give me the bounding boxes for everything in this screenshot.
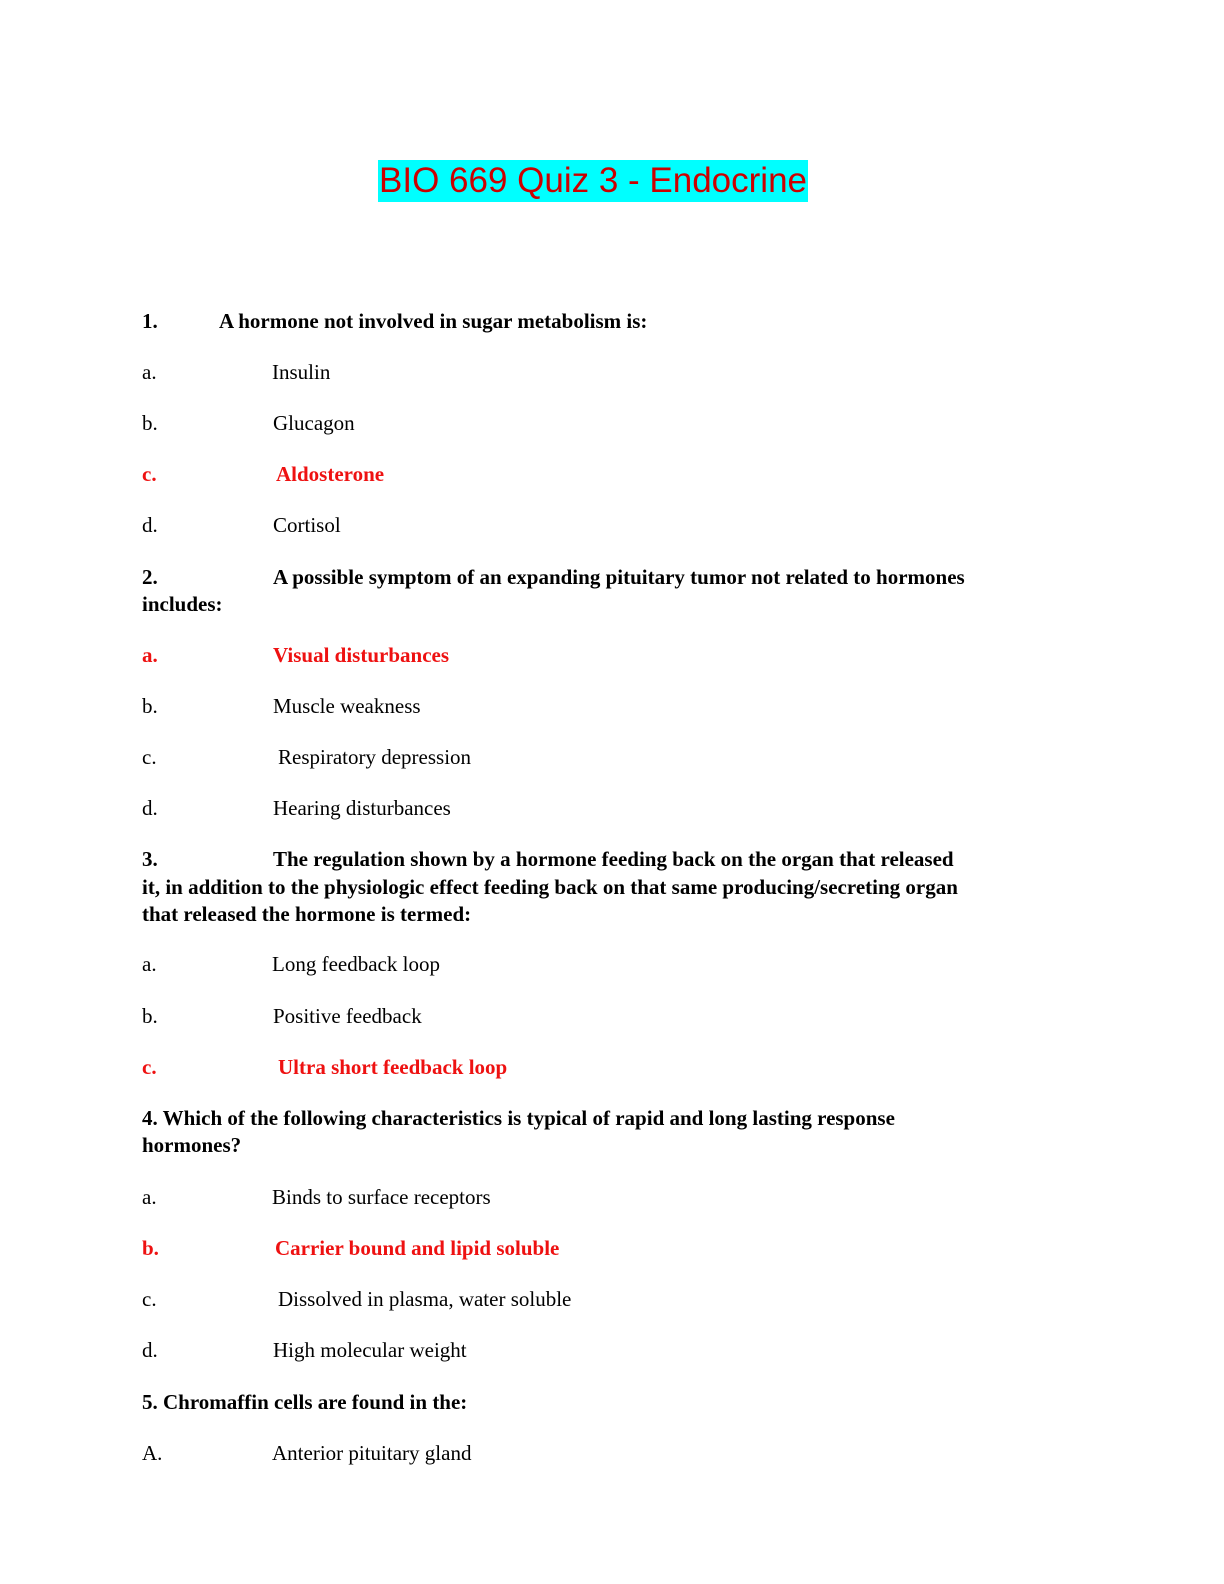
option-label: c.: [142, 745, 157, 769]
question-5: [142, 1389, 1142, 1416]
option-label: b.: [142, 694, 158, 718]
option-text: Dissolved in plasma, water soluble: [278, 1287, 572, 1311]
question-text: 5. Chromaffin cells are found in the:: [142, 1390, 468, 1414]
question-text: includes:: [142, 592, 223, 616]
option-text: Positive feedback: [273, 1004, 422, 1028]
option-text: Cortisol: [273, 513, 341, 537]
question-4-line2: [142, 1132, 1142, 1159]
option-label: c.: [142, 1287, 157, 1311]
option-4a: [142, 1184, 1142, 1211]
option-2b: [142, 693, 1142, 720]
question-text: that released the hormone is termed:: [142, 902, 472, 926]
page-title: BIO 669 Quiz 3 - Endocrine: [379, 161, 807, 200]
question-4: [142, 1105, 1142, 1132]
option-3b: [142, 1003, 1142, 1030]
option-4c: [142, 1286, 1142, 1313]
question-text: it, in addition to the physiologic effect feeding back on that same producing/secreting organ: [142, 875, 958, 899]
option-4d: [142, 1337, 1142, 1364]
question-text: 4. Which of the following characteristics is typical of rapid and long lasting response: [142, 1106, 895, 1130]
option-5a: [142, 1440, 1142, 1467]
option-1c-correct: [142, 461, 1142, 488]
question-number: 1.: [142, 309, 158, 333]
option-label: d.: [142, 796, 158, 820]
option-label: d.: [142, 1338, 158, 1362]
option-text: Insulin: [272, 360, 331, 384]
option-text: High molecular weight: [273, 1338, 467, 1362]
question-text: A possible symptom of an expanding pituitary tumor not related to hormones: [273, 565, 965, 589]
question-1: [142, 308, 1142, 335]
option-label: c.: [142, 462, 157, 486]
question-3-line2: [142, 874, 1142, 901]
option-label: b.: [142, 411, 158, 435]
option-text: Long feedback loop: [272, 952, 440, 976]
question-text: The regulation shown by a hormone feeding back on the organ that released: [273, 847, 954, 871]
option-label: a.: [142, 360, 157, 384]
question-number: 3.: [142, 847, 158, 871]
option-1b: [142, 410, 1142, 437]
option-text: Glucagon: [273, 411, 355, 435]
option-label: a.: [142, 1185, 157, 1209]
option-1d: [142, 512, 1142, 539]
option-text: Aldosterone: [276, 462, 385, 486]
option-text: Muscle weakness: [273, 694, 421, 718]
question-2: [142, 564, 1142, 591]
option-3a: [142, 951, 1142, 978]
option-2a-correct: [142, 642, 1142, 669]
question-text: hormones?: [142, 1133, 242, 1157]
option-label: a.: [142, 952, 157, 976]
question-3-line3: [142, 901, 1142, 928]
option-text: Anterior pituitary gland: [272, 1441, 472, 1465]
option-2c: [142, 744, 1142, 771]
option-4b-correct: [142, 1235, 1142, 1262]
option-3c-correct: [142, 1054, 1142, 1081]
question-text: A hormone not involved in sugar metabolism is:: [219, 309, 648, 333]
option-2d: [142, 795, 1142, 822]
option-label: d.: [142, 513, 158, 537]
option-text: Carrier bound and lipid soluble: [275, 1236, 560, 1260]
option-label: a.: [142, 643, 158, 667]
question-number: 2.: [142, 565, 158, 589]
option-label: A.: [142, 1441, 163, 1465]
option-text: Visual disturbances: [273, 643, 450, 667]
option-label: b.: [142, 1004, 158, 1028]
question-3: [142, 846, 1142, 873]
option-text: Ultra short feedback loop: [278, 1055, 508, 1079]
option-1a: [142, 359, 1142, 386]
option-text: Hearing disturbances: [273, 796, 451, 820]
option-label: c.: [142, 1055, 157, 1079]
question-2-line2: [142, 591, 1142, 618]
option-label: b.: [142, 1236, 159, 1260]
option-text: Binds to surface receptors: [272, 1185, 491, 1209]
option-text: Respiratory depression: [278, 745, 472, 769]
